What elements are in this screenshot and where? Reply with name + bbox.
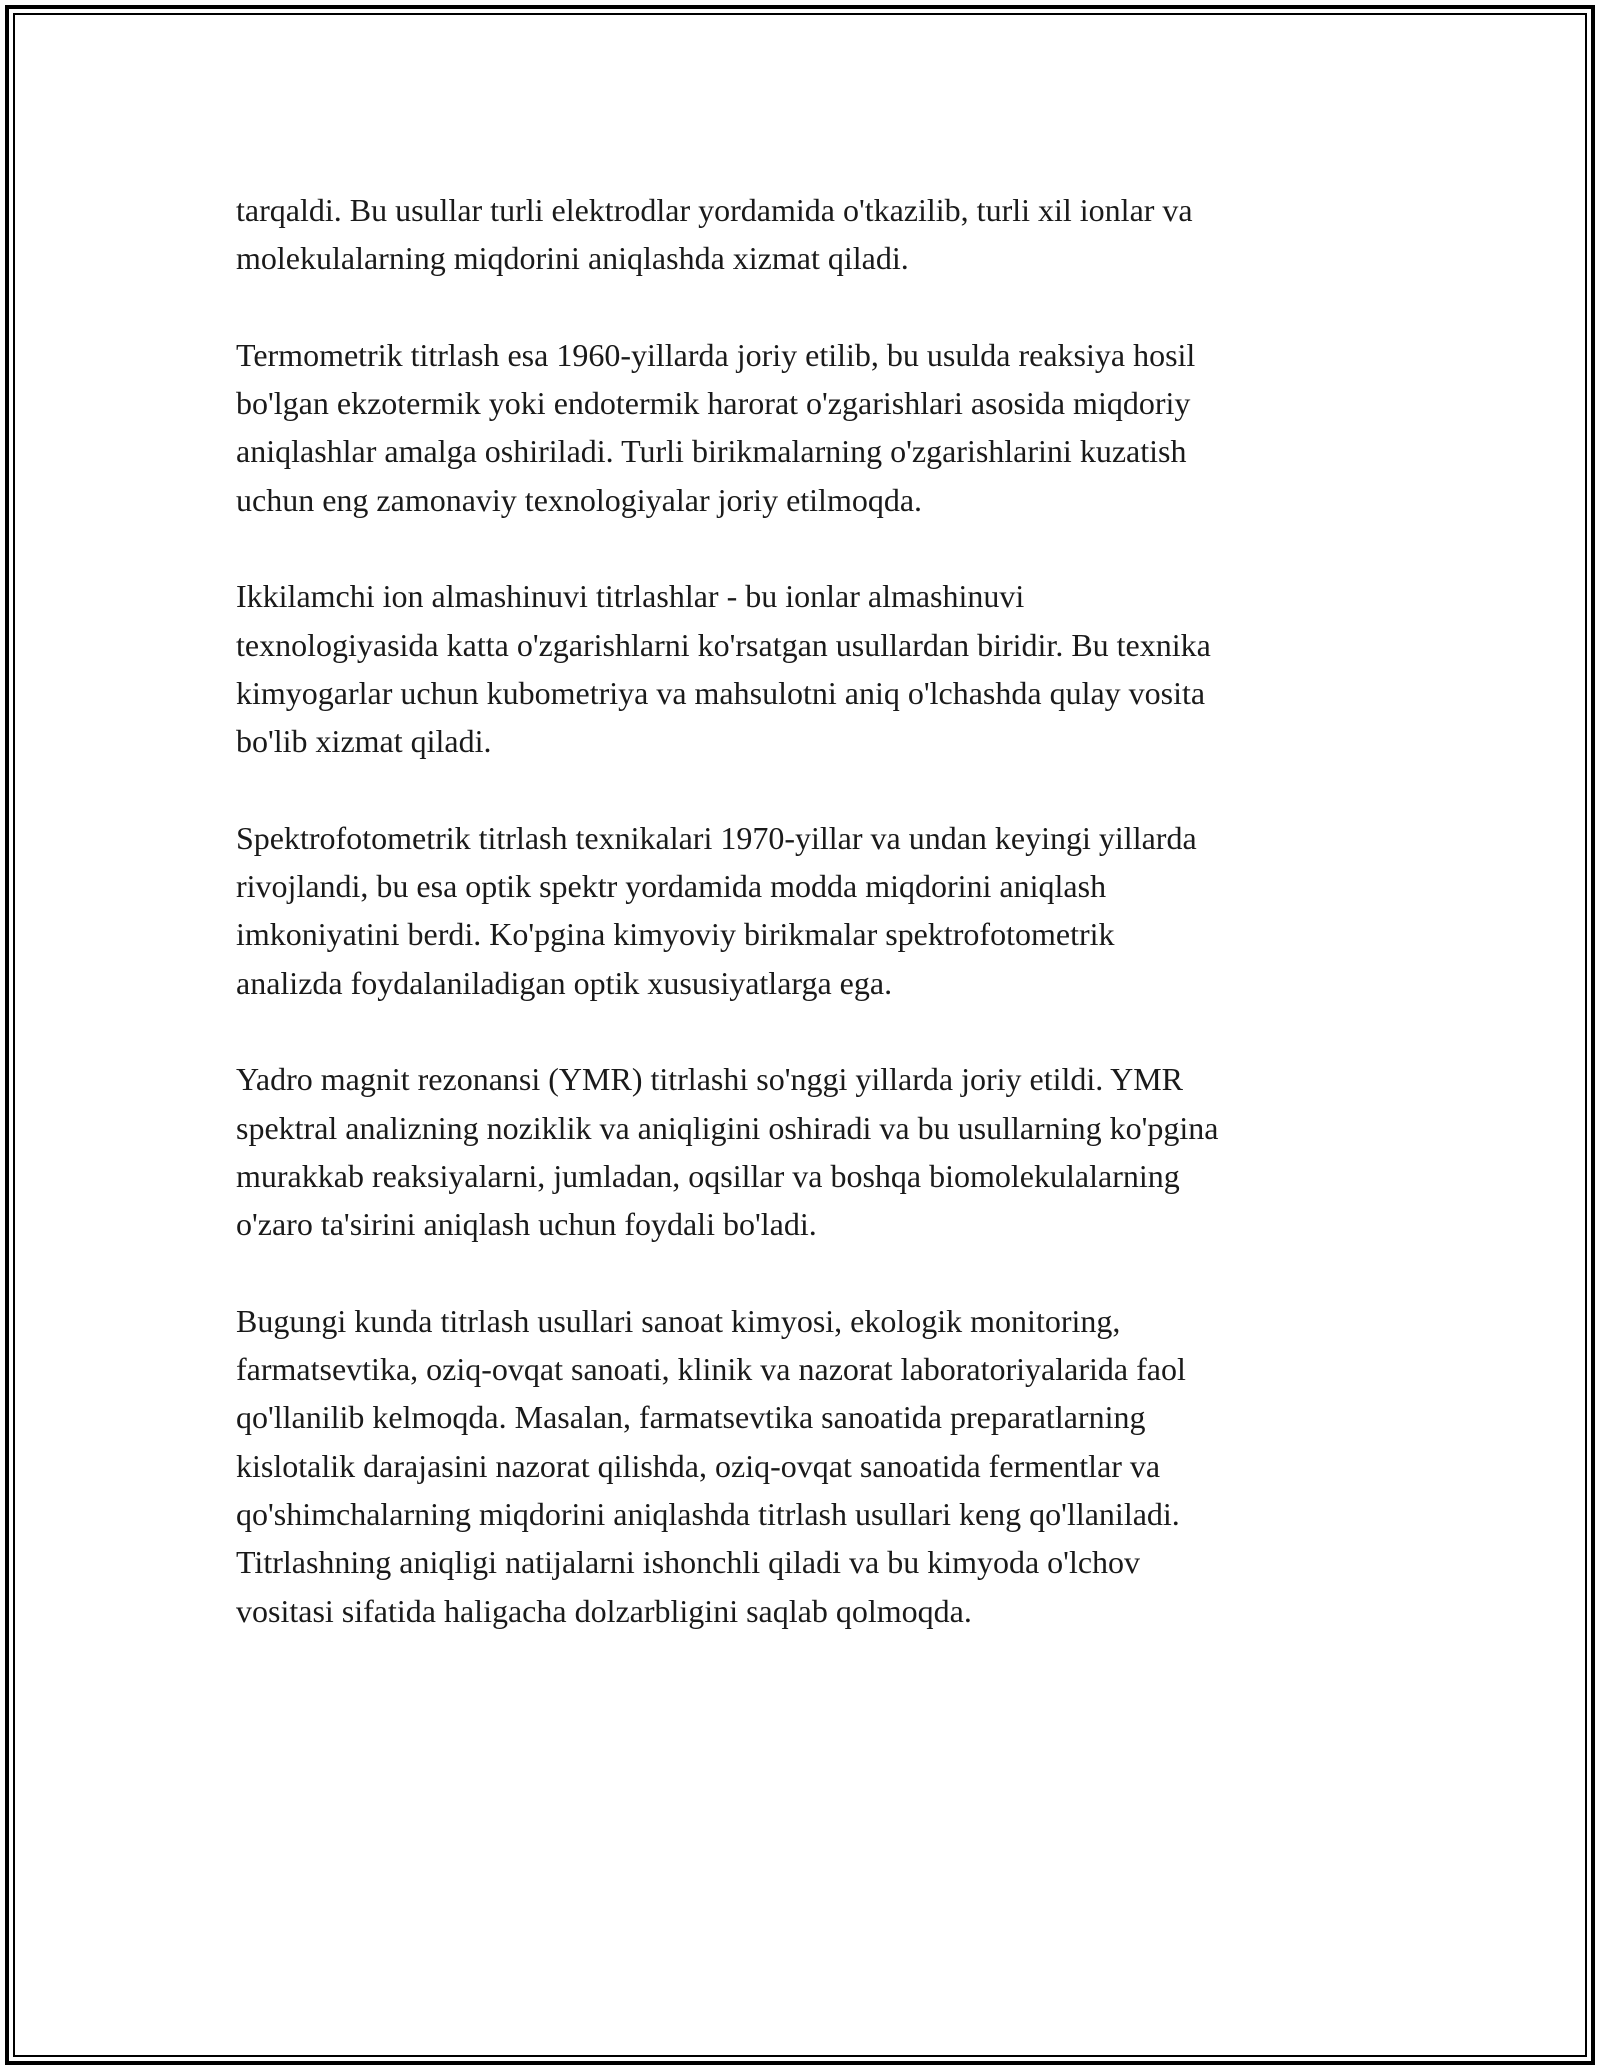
paragraph-electrodes: tarqaldi. Bu usullar turli elektrodlar yordamida o'tkazilib, turli xil ionlar va molekulalarning miqdorini aniqlashda xizmat qiladi. [236,192,1193,277]
paragraph-nmr-titration: Yadro magnit rezonansi (YMR) titrlashi so'nggi yillarda joriy etildi. YMR spektral analizning noziklik va aniqligini oshiradi va bu usullarning ko'pgina murakkab reaksiyalarni, jumladan, oqsillar va boshqa biomolekulalarning o'zaro ta'sirini aniqlash uchun foydali bo'ladi. [236,1061,1219,1243]
paragraph-modern-applications: Bugungi kunda titrlash usullari sanoat kimyosi, ekologik monitoring, farmatsevtika, oziq-ovqat sanoati, klinik va nazorat laboratoriyalarida faol qo'llanilib kelmoqda. Masalan, farmatsevtika sanoatida preparatlarning kislotalik darajasini nazorat qilishda, oziq-ovqat sanoatida fermentlar va qo'shimchalarning miqdorini aniqlashda titrlash usullari keng qo'llaniladi. Titrlashning aniqligi natijalarni ishonchli qiladi va bu kimyoda o'lchov vositasi sifatida haligacha dolzarbligini saqlab qolmoqda. [236,1302,1186,1629]
paragraph-spectrophotometric-titration: Spektrofotometrik titrlash texnikalari 1970-yillar va undan keyingi yillarda rivojlandi, bu esa optik spektr yordamida modda miqdorini aniqlash imkoniyatini berdi. Ko'pgina kimyoviy birikmalar spektrofotometrik analizda foydalaniladigan optik xususiyatlarga ega. [236,819,1197,1001]
document-body [236,186,1376,1635]
paragraph-thermometric-titration: Termometrik titrlash esa 1960-yillarda joriy etilib, bu usulda reaksiya hosil bo'lgan ekzotermik yoki endotermik harorat o'zgarishlari asosida miqdoriy aniqlashlar amalga oshiriladi. Turli birikmalarning o'zgarishlarini kuzatish uchun eng zamonaviy texnologiyalar joriy etilmoqda. [236,336,1196,518]
paragraph-ion-exchange-titration: Ikkilamchi ion almashinuvi titrlashlar - bu ionlar almashinuvi texnologiyasida katta o'zgarishlarni ko'rsatgan usullardan biridir. Bu texnika kimyogarlar uchun kubometriya va mahsulotni aniq o'lchashda qulay vosita bo'lib xizmat qiladi. [236,578,1211,760]
